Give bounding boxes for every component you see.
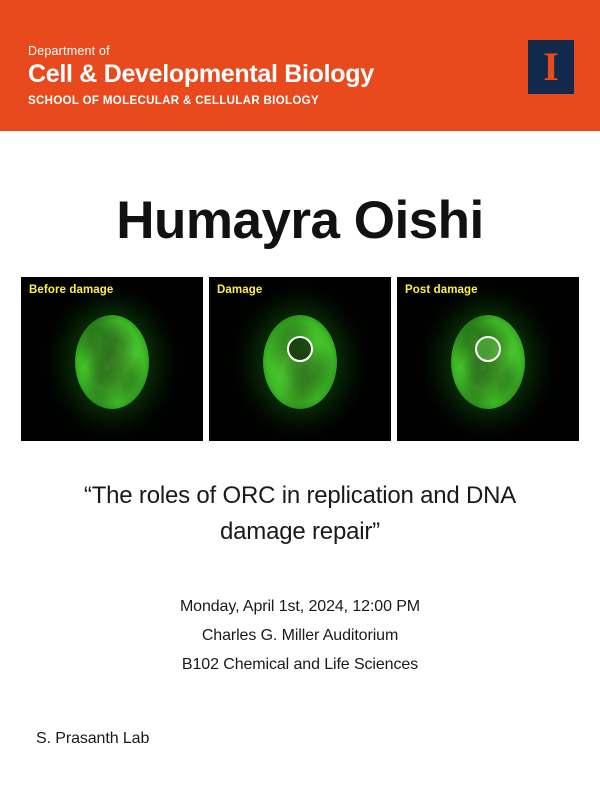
lab-affiliation: S. Prasanth Lab — [36, 730, 150, 747]
event-details — [40, 592, 560, 679]
microscopy-panel-damage — [209, 277, 391, 441]
university-logo — [528, 40, 574, 94]
panel-label-damage: Damage — [217, 284, 263, 296]
panel-label-post: Post damage — [405, 284, 478, 296]
event-room: B102 Chemical and Life Sciences — [181, 656, 419, 673]
cell-nucleus-image — [451, 315, 525, 409]
cell-nucleus-image — [75, 315, 149, 409]
cell-nucleus-image — [263, 315, 337, 409]
microscopy-panel-before — [21, 277, 203, 441]
logo-letter-i: I — [543, 44, 559, 89]
damage-region-marker — [287, 336, 313, 362]
header-text-block — [28, 44, 374, 108]
damage-region-marker — [475, 336, 501, 362]
department-header-banner — [0, 0, 600, 131]
department-name: Cell & Developmental Biology — [28, 60, 374, 88]
talk-title: “The roles of ORC in replication and DNA damage repair” — [83, 482, 517, 545]
microscopy-figure — [21, 277, 579, 441]
school-name: SCHOOL OF MOLECULAR & CELLULAR BIOLOGY — [28, 95, 319, 107]
panel-label-before: Before damage — [29, 284, 114, 296]
microscopy-panel-post — [397, 277, 579, 441]
department-prefix: Department of — [28, 44, 110, 58]
speaker-name: Humayra Oishi — [116, 191, 484, 250]
event-datetime: Monday, April 1st, 2024, 12:00 PM — [179, 598, 421, 615]
event-venue: Charles G. Miller Auditorium — [201, 627, 399, 644]
